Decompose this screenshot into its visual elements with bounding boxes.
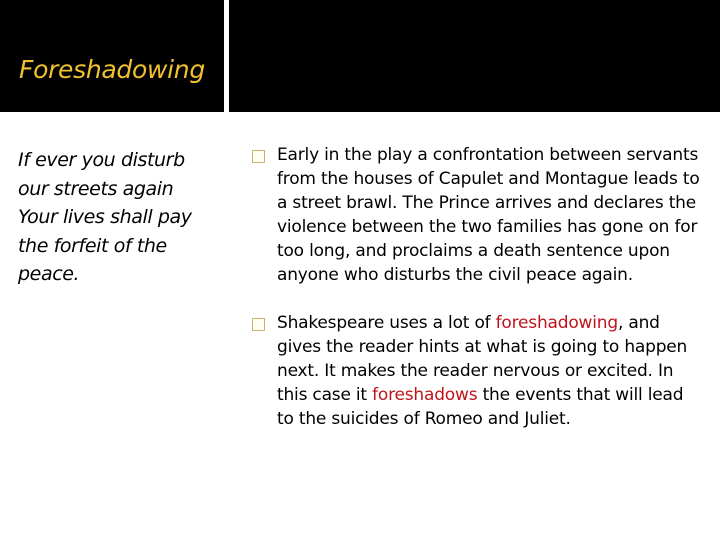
quote-line: Your lives shall pay: [18, 206, 192, 228]
square-bullet-icon: [252, 150, 265, 163]
bullet-text: Early in the play a confrontation between servants from the houses of Capulet and Montague leads to a street brawl. The Prince arrives and declares the violence between the two families has gone on for too long, and proclaims a death sentence upon anyone who disturbs the civil peace again.: [277, 145, 700, 285]
quote-line: the forfeit of the: [18, 234, 167, 257]
quote: [18, 146, 218, 289]
square-bullet-icon: [252, 318, 265, 331]
quote-line: peace.: [18, 263, 80, 285]
quote-line: our streets again: [18, 177, 174, 200]
quote-line: If ever you disturb: [18, 149, 185, 171]
highlight-term: foreshadowing: [495, 313, 618, 333]
highlight-term: foreshadows: [372, 385, 478, 405]
bullet-item: [252, 311, 702, 431]
bullet-item: [252, 143, 702, 287]
slide-title: Foreshadowing: [19, 55, 205, 84]
bullet-text: , and gives the reader hints at what is going to happen next. It makes the reader nervous or excited. In this case it: [277, 313, 688, 405]
bullet-text: Shakespeare uses a lot of: [277, 313, 496, 333]
bullet-text: the events that will lead to the suicides of Romeo and Juliet.: [277, 385, 684, 429]
bullet-list: [252, 143, 702, 455]
header-bar-right: [229, 0, 720, 112]
